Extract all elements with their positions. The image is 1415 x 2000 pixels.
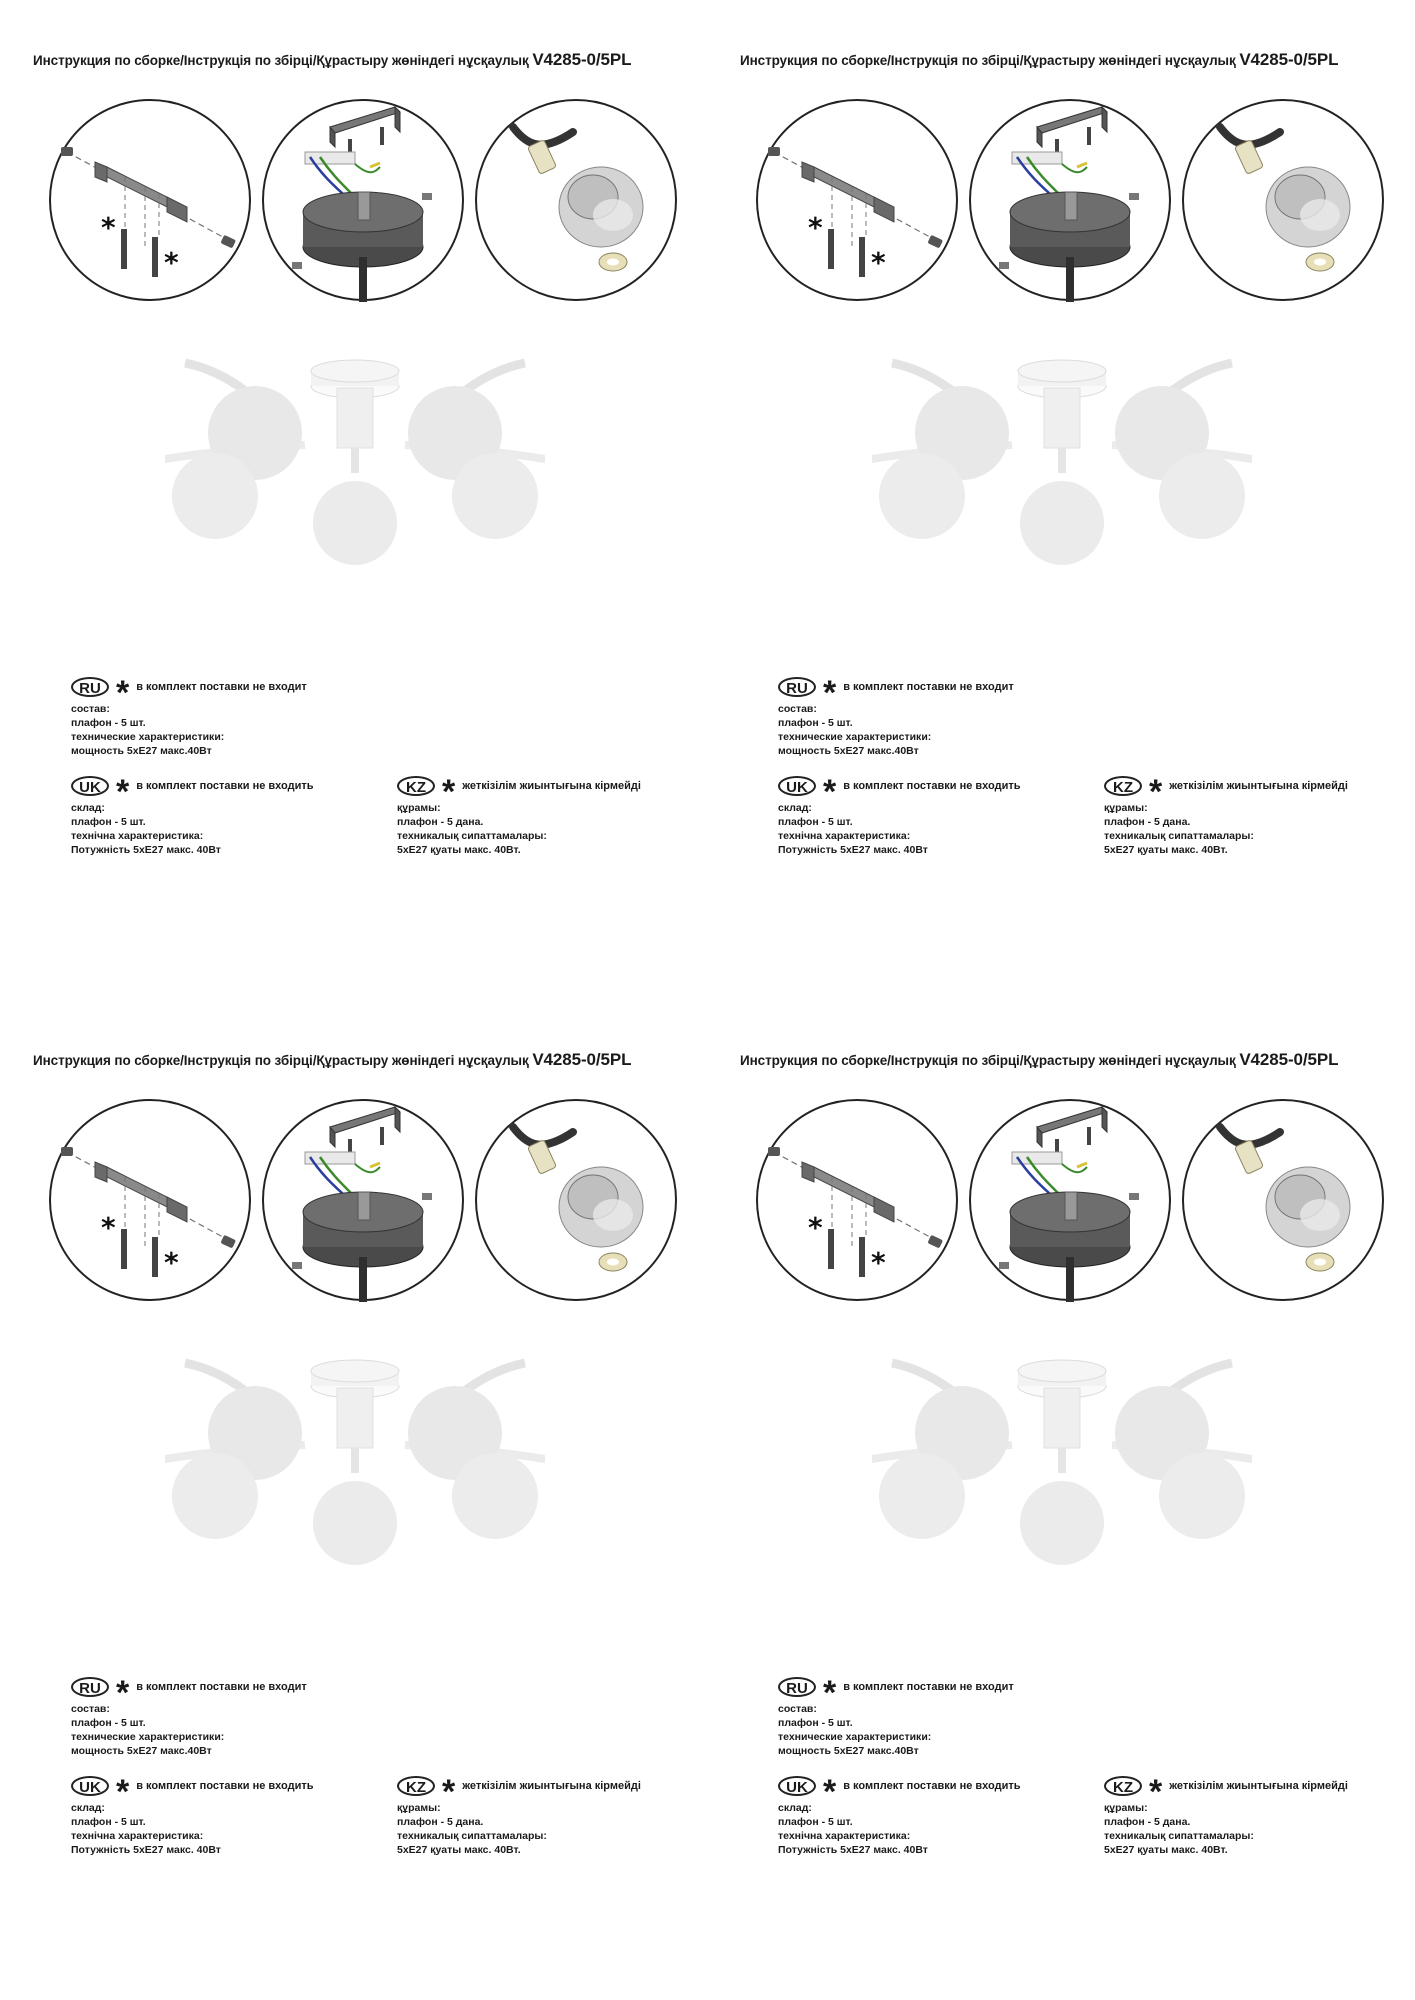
title-text: Инструкция по сборке/Інструкція по збірці/Құрастыру жөніндегі нұсқаулық — [740, 1053, 1236, 1068]
spec-line: плафон - 5 шт. — [778, 717, 853, 729]
spec-line: 5хE27 қуаты макс. 40Вт. — [397, 1844, 521, 1856]
uk-spec-block — [71, 775, 314, 857]
star-mark: * — [871, 246, 886, 279]
ru-not-included-note: в комплект поставки не входит — [136, 1681, 307, 1693]
spec-line: технічна характеристика: — [71, 830, 204, 842]
step-2-canopy-wiring-icon — [260, 97, 466, 303]
step-2-canopy-wiring-icon — [260, 1097, 466, 1303]
chandelier-illustration-icon — [165, 353, 545, 585]
spec-line: технические характеристики: — [778, 731, 932, 743]
title-text: Инструкция по сборке/Інструкція по збірці/Құрастыру жөніндегі нұсқаулық — [740, 53, 1236, 68]
instruction-sheet — [707, 0, 1414, 1000]
spec-line: плафон - 5 шт. — [71, 1816, 146, 1828]
kz-badge: KZ — [1104, 776, 1142, 796]
step-1-bracket-icon — [47, 97, 253, 303]
ru-spec-block — [71, 1676, 307, 1758]
instruction-title — [740, 1050, 1338, 1070]
step-2-canopy-wiring-icon — [967, 1097, 1173, 1303]
star-mark: * — [164, 1246, 179, 1279]
star-mark: * — [116, 773, 130, 811]
kz-spec-block — [1104, 775, 1348, 857]
ru-not-included-note: в комплект поставки не входит — [136, 681, 307, 693]
title-text: Инструкция по сборке/Інструкція по збірці/Құрастыру жөніндегі нұсқаулық — [33, 53, 529, 68]
spec-line: склад: — [71, 1802, 105, 1814]
kz-badge: KZ — [397, 776, 435, 796]
star-mark: * — [823, 773, 837, 811]
step-2-canopy-wiring-icon — [967, 97, 1173, 303]
spec-line: мощность 5хE27 макс.40Вт — [778, 745, 919, 757]
ru-not-included-note: в комплект поставки не входит — [843, 1681, 1014, 1693]
star-mark: * — [823, 1674, 837, 1712]
spec-line: состав: — [71, 703, 110, 715]
model-number: V4285-0/5PL — [1239, 1050, 1339, 1069]
instruction-title — [33, 50, 631, 70]
step-3-shade-install-icon — [1180, 1097, 1386, 1303]
uk-badge: UK — [71, 1776, 109, 1796]
star-mark: * — [1149, 1773, 1163, 1811]
spec-line: плафон - 5 шт. — [71, 717, 146, 729]
instruction-title — [740, 50, 1338, 70]
spec-line: технічна характеристика: — [778, 830, 911, 842]
spec-line: техникалық сипаттамалары: — [397, 830, 547, 842]
spec-line: технические характеристики: — [71, 1731, 225, 1743]
kz-not-included-note: жеткізілім жиынтығына кірмейді — [462, 780, 641, 792]
spec-line: құрамы: — [1104, 1802, 1148, 1814]
spec-line: құрамы: — [397, 802, 441, 814]
uk-not-included-note: в комплект поставки не входить — [136, 780, 314, 792]
spec-line: техникалық сипаттамалары: — [1104, 1830, 1254, 1842]
star-mark: * — [823, 674, 837, 712]
ru-spec-block — [71, 676, 307, 758]
model-number: V4285-0/5PL — [532, 50, 632, 69]
uk-spec-block — [778, 775, 1021, 857]
star-mark: * — [442, 773, 456, 811]
spec-line: плафон - 5 шт. — [778, 816, 853, 828]
star-mark: * — [101, 1211, 116, 1244]
model-number: V4285-0/5PL — [532, 1050, 632, 1069]
kz-badge: KZ — [1104, 1776, 1142, 1796]
spec-line: технические характеристики: — [778, 1731, 932, 1743]
uk-spec-block — [71, 1775, 314, 1857]
step-3-shade-install-icon — [473, 1097, 679, 1303]
spec-line: плафон - 5 дана. — [397, 1816, 484, 1828]
spec-line: Потужність 5хE27 макс. 40Вт — [778, 1844, 928, 1856]
instruction-sheet — [707, 1000, 1414, 2000]
spec-line: плафон - 5 шт. — [71, 1717, 146, 1729]
spec-line: мощность 5хE27 макс.40Вт — [71, 1745, 212, 1757]
chandelier-illustration-icon — [872, 1353, 1252, 1585]
spec-line: плафон - 5 дана. — [1104, 1816, 1191, 1828]
spec-line: 5хE27 қуаты макс. 40Вт. — [1104, 844, 1228, 856]
spec-line: 5хE27 қуаты макс. 40Вт. — [1104, 1844, 1228, 1856]
spec-line: склад: — [71, 802, 105, 814]
uk-badge: UK — [778, 776, 816, 796]
star-mark: * — [101, 211, 116, 244]
spec-line: Потужність 5хE27 макс. 40Вт — [778, 844, 928, 856]
kz-not-included-note: жеткізілім жиынтығына кірмейді — [1169, 780, 1348, 792]
model-number: V4285-0/5PL — [1239, 50, 1339, 69]
ru-spec-block — [778, 676, 1014, 758]
uk-not-included-note: в комплект поставки не входить — [136, 1780, 314, 1792]
instruction-sheet — [0, 0, 707, 1000]
spec-line: технічна характеристика: — [71, 1830, 204, 1842]
spec-line: мощность 5хE27 макс.40Вт — [71, 745, 212, 757]
star-mark: * — [871, 1246, 886, 1279]
step-1-bracket-icon — [754, 97, 960, 303]
spec-line: техникалық сипаттамалары: — [1104, 830, 1254, 842]
uk-not-included-note: в комплект поставки не входить — [843, 1780, 1021, 1792]
kz-spec-block — [1104, 1775, 1348, 1857]
spec-line: құрамы: — [1104, 802, 1148, 814]
kz-spec-block — [397, 775, 641, 857]
step-3-shade-install-icon — [473, 97, 679, 303]
spec-line: плафон - 5 дана. — [397, 816, 484, 828]
ru-badge: RU — [71, 677, 109, 697]
spec-line: техникалық сипаттамалары: — [397, 1830, 547, 1842]
star-mark: * — [808, 1211, 823, 1244]
ru-badge: RU — [71, 1677, 109, 1697]
spec-line: технічна характеристика: — [778, 1830, 911, 1842]
uk-badge: UK — [778, 1776, 816, 1796]
step-1-bracket-icon — [47, 1097, 253, 1303]
star-mark: * — [1149, 773, 1163, 811]
uk-not-included-note: в комплект поставки не входить — [843, 780, 1021, 792]
step-3-shade-install-icon — [1180, 97, 1386, 303]
step-1-bracket-icon — [754, 1097, 960, 1303]
spec-line: құрамы: — [397, 1802, 441, 1814]
spec-line: плафон - 5 дана. — [1104, 816, 1191, 828]
star-mark: * — [164, 246, 179, 279]
spec-line: плафон - 5 шт. — [778, 1717, 853, 1729]
kz-not-included-note: жеткізілім жиынтығына кірмейді — [462, 1780, 641, 1792]
ru-badge: RU — [778, 1677, 816, 1697]
kz-not-included-note: жеткізілім жиынтығына кірмейді — [1169, 1780, 1348, 1792]
spec-line: плафон - 5 шт. — [71, 816, 146, 828]
star-mark: * — [442, 1773, 456, 1811]
spec-line: состав: — [778, 1703, 817, 1715]
ru-badge: RU — [778, 677, 816, 697]
spec-line: состав: — [71, 1703, 110, 1715]
star-mark: * — [808, 211, 823, 244]
ru-not-included-note: в комплект поставки не входит — [843, 681, 1014, 693]
chandelier-illustration-icon — [872, 353, 1252, 585]
spec-line: мощность 5хE27 макс.40Вт — [778, 1745, 919, 1757]
spec-line: склад: — [778, 802, 812, 814]
uk-spec-block — [778, 1775, 1021, 1857]
spec-line: состав: — [778, 703, 817, 715]
star-mark: * — [116, 1674, 130, 1712]
kz-badge: KZ — [397, 1776, 435, 1796]
spec-line: Потужність 5хE27 макс. 40Вт — [71, 844, 221, 856]
star-mark: * — [116, 1773, 130, 1811]
spec-line: Потужність 5хE27 макс. 40Вт — [71, 1844, 221, 1856]
spec-line: технические характеристики: — [71, 731, 225, 743]
ru-spec-block — [778, 1676, 1014, 1758]
star-mark: * — [116, 674, 130, 712]
spec-line: склад: — [778, 1802, 812, 1814]
star-mark: * — [823, 1773, 837, 1811]
title-text: Инструкция по сборке/Інструкція по збірці/Құрастыру жөніндегі нұсқаулық — [33, 1053, 529, 1068]
spec-line: плафон - 5 шт. — [778, 1816, 853, 1828]
instruction-sheet — [0, 1000, 707, 2000]
kz-spec-block — [397, 1775, 641, 1857]
uk-badge: UK — [71, 776, 109, 796]
spec-line: 5хE27 қуаты макс. 40Вт. — [397, 844, 521, 856]
chandelier-illustration-icon — [165, 1353, 545, 1585]
instruction-title — [33, 1050, 631, 1070]
